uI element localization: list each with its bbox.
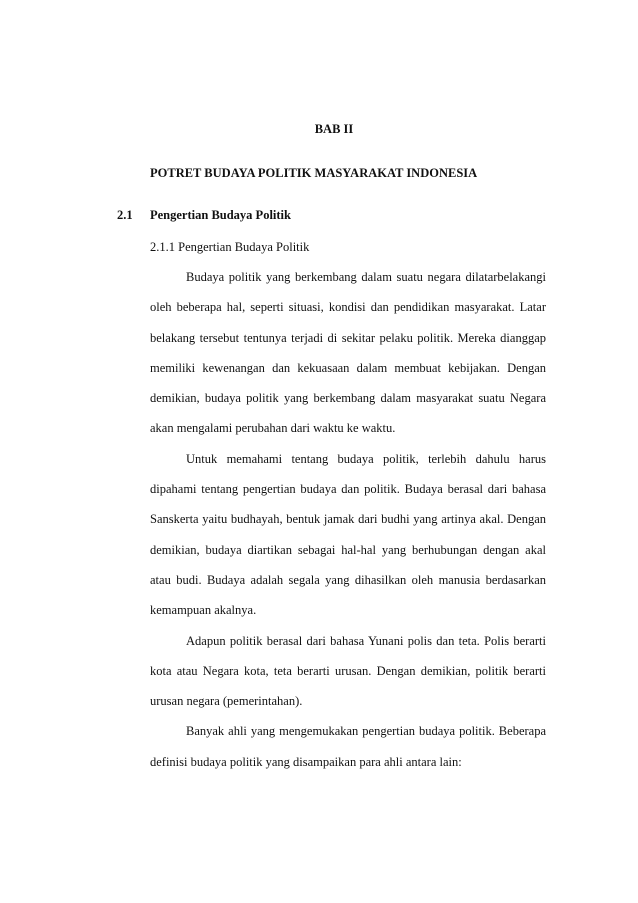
chapter-title: POTRET BUDAYA POLITIK MASYARAKAT INDONESIA	[150, 166, 478, 180]
paragraph: Banyak ahli yang mengemukakan pengertian budaya politik. Beberapa definisi budaya politik yang disampaikan para ahli antara lain:	[150, 724, 546, 769]
paragraph: Untuk memahami tentang budaya politik, terlebih dahulu harus dipahami tentang pengertian budaya dan politik. Budaya berasal dari bahasa Sanskerta yaitu budhayah, bentuk jamak dari budhi yang artinya akal. Dengan demikian, budaya diartikan sebagai hal-hal yang berhubungan dengan akal atau budi. Budaya adalah segala yang dihasilkan oleh manusia berdasarkan kemampuan akalnya.	[150, 451, 546, 618]
paragraph: Budaya politik yang berkembang dalam suatu negara dilatarbelakangi oleh beberapa hal, seperti situasi, kondisi dan pendidikan masyarakat. Latar belakang tersebut tentunya terjadi di sekitar pelaku politik. Mereka dianggap memiliki kewenangan dan kekuasaan dalam membuat kebijakan. Dengan demikian, budaya politik yang berkembang dalam masyarakat suatu Negara akan mengalami perubahan dari waktu ke waktu.	[150, 270, 546, 436]
subsection-title: 2.1.1 Pengertian Budaya Politik	[150, 240, 310, 254]
body-text	[150, 262, 546, 777]
section-number: 2.1	[117, 208, 133, 222]
paragraph: Adapun politik berasal dari bahasa Yunani polis dan teta. Polis berarti kota atau Negara kota, teta berarti urusan. Dengan demikian, politik berarti urusan negara (pemerintahan).	[150, 633, 546, 709]
chapter-heading: BAB II	[314, 122, 354, 136]
section-title: Pengertian Budaya Politik	[150, 208, 291, 222]
